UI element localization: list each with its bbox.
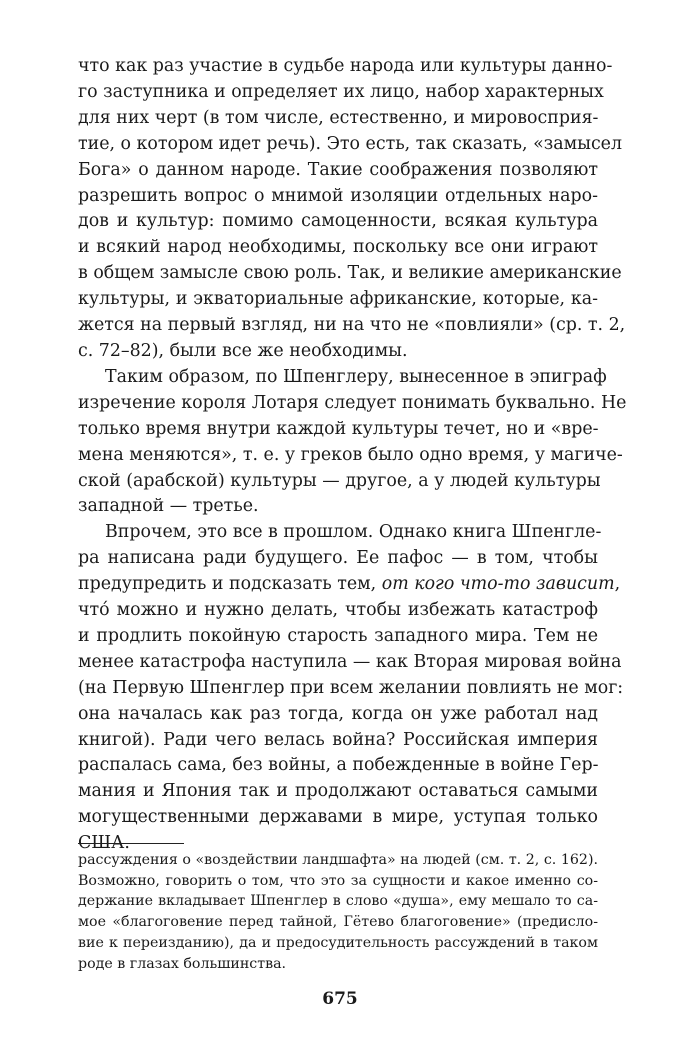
footnote-line: мое «благоговение перед тайной, Гётево благоговение» (предисло- [78, 914, 598, 931]
text-line: распалась сама, без войны, а побежденные в войне Гер- [78, 755, 599, 776]
text-line: и продлить покойную старость западного мира. Тем не [78, 625, 598, 646]
text-line: жется на первый взгляд, ни на что не «повлияли» (ср. т. 2, [78, 315, 626, 336]
footnote-line: рассуждения о «воздействии ландшафта» на людей (см. т. 2, с. 162). [78, 852, 598, 868]
text-line: Впрочем, это все в прошлом. Однако книга Шпенгле- [105, 522, 602, 543]
text-line: мания и Япония так и продолжают оставаться самыми [78, 781, 598, 802]
emphasis: от кого что-то зависит [381, 574, 615, 595]
text-line: тие, о котором идет речь). Это есть, так сказать, «замысел [78, 133, 623, 154]
text-line: она началась как раз тогда, когда он уже работал над [78, 703, 598, 724]
footnote-divider [78, 843, 184, 844]
paragraph-1 [78, 54, 626, 365]
text-line: культуры, и экваториальные африканские, которые, ка- [78, 289, 598, 310]
text-line: Бога» о данном народе. Такие соображения позволяют [78, 159, 598, 180]
paragraph-2 [78, 365, 627, 520]
text-line: го заступника и определяет их лицо, набор характерных [78, 81, 604, 102]
text-line: для них черт (в том числе, естественно, и мировосприя- [78, 107, 599, 128]
text-line: в общем замысле свою роль. Так, и великие американские [78, 263, 622, 284]
text-line: могущественными державами в мире, уступая только [78, 807, 598, 828]
text-line: Таким образом, по Шпенглеру, вынесенное в эпиграф [105, 366, 607, 387]
footnote [78, 850, 598, 974]
text-line: США. [78, 833, 130, 854]
text-line: ра написана ради будущего. Ее пафос — в том, чтобы [78, 548, 598, 569]
text-line: ской (арабской) культуры — другое, а у людей культуры [78, 470, 601, 491]
text-line: разрешить вопрос о мнимой изоляции отдельных наро- [78, 185, 598, 206]
text-line: что как раз участие в судьбе народа или культуры данно- [78, 56, 613, 76]
text-line: с. 72–82), были все же необходимы. [78, 340, 408, 361]
text-line: мена меняются», т. е. у греков было одно время, у магиче- [78, 444, 623, 465]
footnote-line: Возможно, говорить о том, что это за сущности и какое именно со- [78, 872, 598, 889]
text-line: менее катастрофа наступила — как Вторая мировая война [78, 651, 622, 672]
text-line: изречение короля Лотаря следует понимать буквально. Не [78, 392, 627, 413]
main-text [78, 54, 627, 857]
text-line: и всякий народ необходимы, поскольку все они играют [78, 237, 598, 258]
footnote-line: роде в глазах большинства. [78, 955, 287, 972]
page-number: 675 [322, 989, 358, 1009]
text-line: только время внутри каждой культуры течет, но и «вре- [78, 418, 599, 439]
footnote-line: вие к переизданию), да и предосудительность рассуждений в таком [78, 934, 598, 951]
text-line: западной — третье. [78, 496, 259, 517]
text-line: (на Первую Шпенглер при всем желании повлиять не мог: [78, 677, 624, 698]
footnote-line: держание вкладывает Шпенглер в слово «душа», ему мешало то са- [78, 893, 598, 910]
text-line: предупредить и подсказать тем, от кого что-то зависит, [78, 574, 621, 595]
text-line: что́ можно и нужно делать, чтобы избежать катастроф [78, 600, 598, 621]
text-line: книгой). Ради чего велась война? Российская империя [78, 729, 598, 750]
text-line: дов и культур: помимо самоценности, всякая культура [78, 211, 598, 232]
paragraph-3 [78, 520, 624, 857]
